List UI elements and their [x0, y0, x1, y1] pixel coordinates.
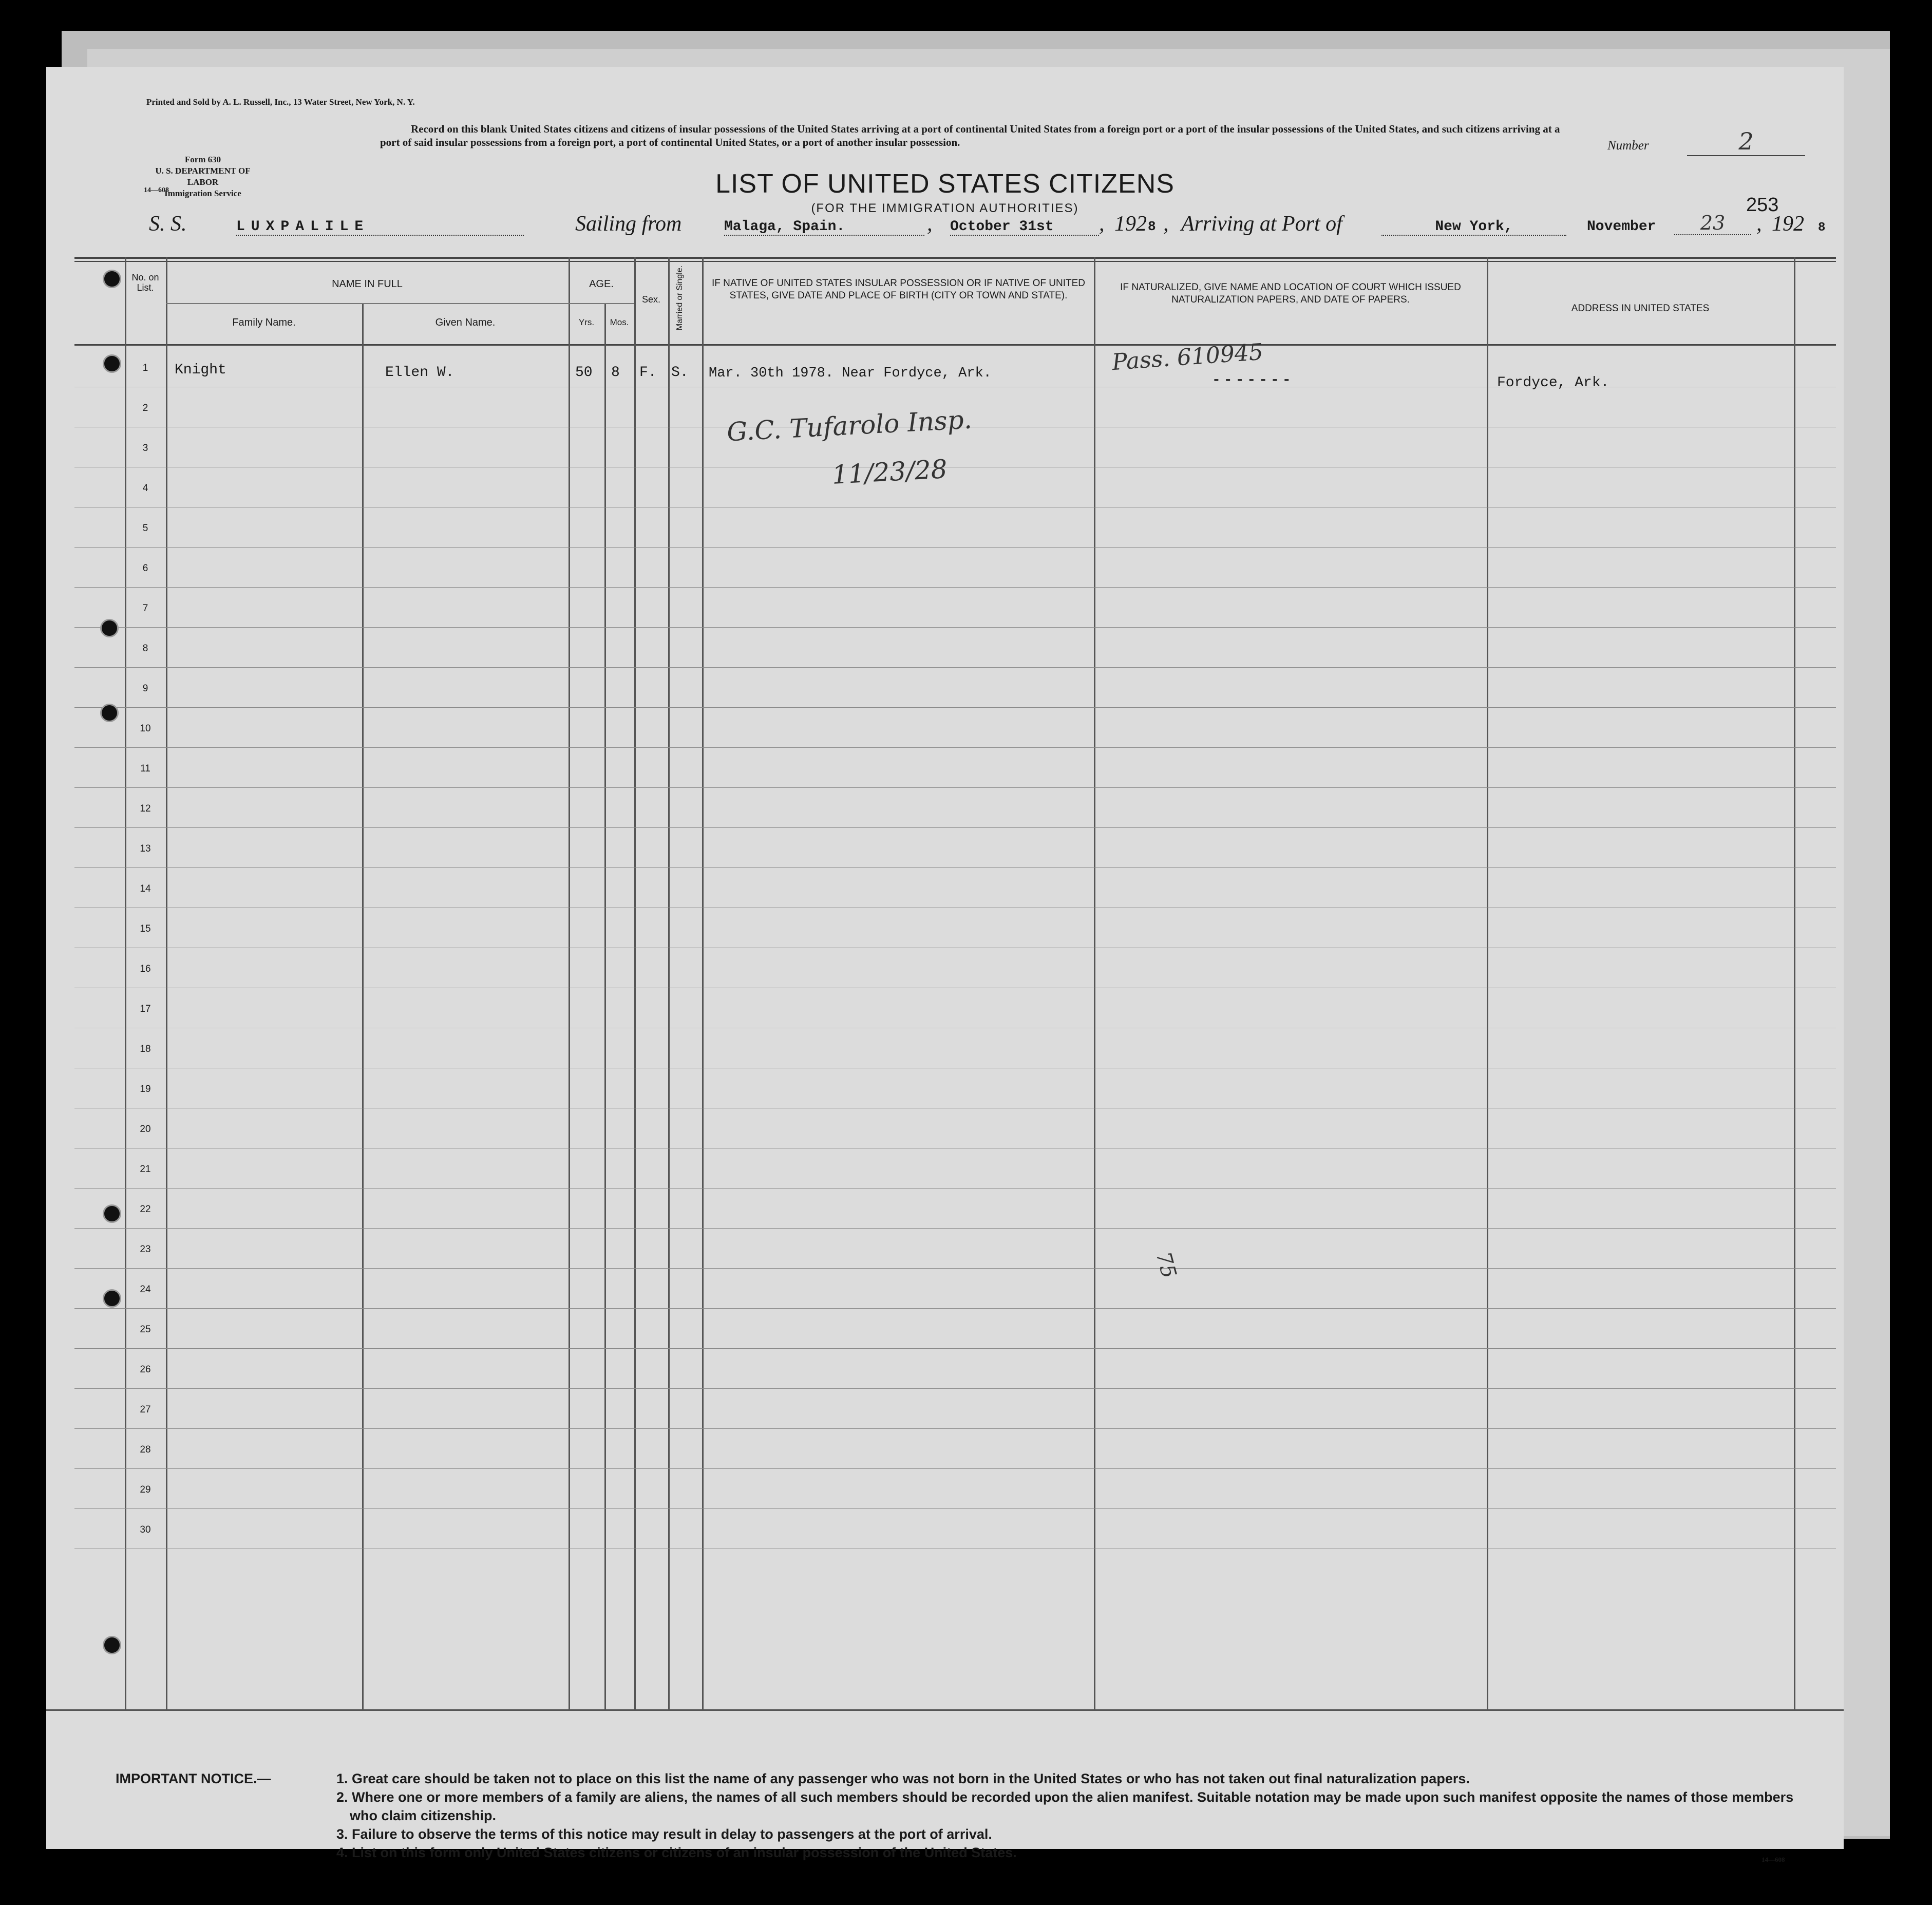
- voyage-line: [149, 212, 1833, 242]
- notice-item-2: 2. Where one or more members of a family are aliens, the names of all such members should be recorded upon the alien manifest. Suitable notation may be made upon such manifest opposite the names of those members who claim citizenship.: [336, 1789, 1794, 1823]
- col-name-header: NAME IN FULL: [332, 278, 403, 290]
- page-title: LIST OF UNITED STATES CITIZENS: [715, 169, 1175, 199]
- row-number: 19: [140, 1084, 151, 1095]
- entry-dashes: -------: [1212, 372, 1294, 388]
- notice-item-1: 1. Great care should be taken not to place on this list the name of any passenger who was not born in the United States or who has not taken out final naturalization papers.: [336, 1771, 1470, 1786]
- number-label: Number: [1607, 139, 1649, 153]
- row-number: 17: [140, 1004, 151, 1014]
- margin-mark: 75: [1151, 1249, 1181, 1281]
- row-number: 30: [140, 1524, 151, 1535]
- row-rule: [74, 547, 1836, 548]
- row-container: [74, 346, 1836, 1710]
- binder-hole: [100, 619, 119, 637]
- entry-address: Fordyce, Ark.: [1497, 375, 1609, 391]
- row-rule: [74, 627, 1836, 628]
- col-family-header: Family Name.: [232, 317, 296, 328]
- binder-hole: [100, 704, 119, 722]
- row-rule: [74, 867, 1836, 868]
- col-mos-header: Mos.: [610, 317, 629, 327]
- entry-birth: Mar. 30th 1978. Near Fordyce, Ark.: [709, 366, 992, 381]
- inspector-signature: G.C. Tufarolo Insp.: [726, 404, 973, 447]
- col-age-header: AGE.: [589, 278, 614, 290]
- row-number: 27: [140, 1404, 151, 1415]
- row-number: 26: [140, 1364, 151, 1375]
- page-subtitle: (FOR THE IMMIGRATION AUTHORITIES): [811, 201, 1079, 215]
- depart-date: October 31st: [950, 219, 1099, 236]
- row-number: 13: [140, 843, 151, 854]
- col-address-header: ADDRESS IN UNITED STATES: [1571, 303, 1710, 314]
- comma: ,: [1099, 212, 1105, 236]
- year-digit-2: 8: [1818, 221, 1826, 235]
- notice-item-3: 3. Failure to observe the terms of this notice may result in delay to passengers at the port of arrival.: [336, 1826, 992, 1842]
- comma: ,: [1163, 212, 1169, 236]
- row-number: 15: [140, 923, 151, 934]
- notice-item-4: 4. List on this form only United States citizens or citizens of an insular possession of the United States.: [336, 1845, 1017, 1860]
- binder-hole: [103, 1204, 121, 1223]
- row-number: 7: [142, 603, 148, 614]
- table-top-rule: [74, 261, 1836, 262]
- year-digit-1: 8: [1148, 219, 1156, 234]
- entry-age-months: 8: [611, 365, 620, 381]
- ship-name: LUXPALILE: [236, 219, 524, 236]
- row-rule: [74, 587, 1836, 588]
- year-prefix-1: 192: [1114, 212, 1147, 236]
- row-number: 6: [142, 563, 148, 574]
- col-yrs-header: Yrs.: [578, 317, 595, 327]
- comma: ,: [927, 212, 933, 236]
- row-number: 28: [140, 1444, 151, 1455]
- notice-list: [336, 1769, 1815, 1862]
- printer-line: Printed and Sold by A. L. Russell, Inc., 13 Water Street, New York, N. Y.: [146, 97, 415, 107]
- row-number: 3: [142, 443, 148, 454]
- form-service: Immigration Service: [164, 188, 241, 198]
- sailing-label: Sailing from: [575, 212, 682, 236]
- row-number: 5: [142, 523, 148, 534]
- col-birth-header: IF NATIVE OF UNITED STATES INSULAR POSSESSION OR IF NATIVE OF UNITED STATES, GIVE DATE AND PLACE OF BIRTH (CITY OR TOWN AND STATE).: [711, 278, 1085, 301]
- row-rule: [74, 827, 1836, 828]
- row-number: 29: [140, 1484, 151, 1495]
- entry-given-name: Ellen W.: [385, 365, 454, 381]
- row-number: 23: [140, 1244, 151, 1255]
- row-number: 4: [142, 483, 148, 494]
- col-given-header: Given Name.: [435, 317, 496, 328]
- binder-hole: [103, 354, 121, 373]
- row-number: 10: [140, 723, 151, 734]
- row-rule: [74, 1508, 1836, 1509]
- row-rule: [74, 1388, 1836, 1389]
- row-number: 22: [140, 1204, 151, 1215]
- row-number: 1: [142, 363, 148, 373]
- row-number: 25: [140, 1324, 151, 1335]
- row-number: 14: [140, 883, 151, 894]
- row-rule: [74, 707, 1836, 708]
- instruction-text: Record on this blank United States citizens and citizens of insular possessions of the United States arriving at a port of continental United States from a foreign port or a port of the insular possessions of the United States, and such citizens arriving at a port of said insular possessions from a foreign port, a port of continental United States, or a port of another insular possession.: [380, 123, 1560, 148]
- binder-hole: [103, 270, 121, 288]
- arriving-label: Arriving at Port of: [1181, 212, 1342, 236]
- entry-passport: Pass. 610945: [1111, 338, 1264, 376]
- row-rule: [74, 1348, 1836, 1349]
- entry-sex: F.: [639, 365, 657, 381]
- year-prefix-2: 192: [1772, 212, 1804, 236]
- manifest-table: [74, 257, 1836, 1710]
- row-rule: [74, 667, 1836, 668]
- row-rule: [74, 747, 1836, 748]
- row-rule: [74, 1188, 1836, 1189]
- entry-age-years: 50: [575, 365, 593, 381]
- row-number: 12: [140, 803, 151, 814]
- table-top-rule: [74, 257, 1836, 259]
- row-number: 2: [142, 403, 148, 413]
- from-port: Malaga, Spain.: [724, 219, 924, 236]
- form-number: Form 630: [184, 155, 221, 164]
- col-sex-header: Sex.: [641, 294, 661, 305]
- col-married-header: Married or Single.: [675, 265, 684, 331]
- ss-label: S. S.: [149, 212, 187, 236]
- row-rule: [74, 1468, 1836, 1469]
- arrive-day: 23: [1674, 212, 1751, 235]
- inspector-date: 11/23/28: [831, 454, 948, 490]
- entry-marital-status: S.: [671, 365, 689, 381]
- notice-heading: IMPORTANT NOTICE.—: [116, 1771, 271, 1786]
- notice-divider: [46, 1709, 1844, 1711]
- arrive-month: November: [1587, 219, 1656, 235]
- row-rule: [74, 787, 1836, 788]
- row-number: 11: [140, 763, 150, 774]
- col-no-header: No. on List.: [131, 272, 159, 293]
- comma: ,: [1756, 212, 1762, 236]
- document-page: [46, 67, 1844, 1863]
- binder-hole: [103, 1636, 121, 1654]
- row-number: 16: [140, 964, 151, 974]
- row-number: 18: [140, 1044, 151, 1054]
- form-code: 14—608: [144, 186, 169, 194]
- name-age-rule: [166, 303, 634, 304]
- footer-code: 14—608: [1761, 1856, 1785, 1863]
- row-rule: [74, 1308, 1836, 1309]
- row-number: 20: [140, 1124, 151, 1135]
- form-department: U. S. DEPARTMENT OF LABOR: [155, 166, 251, 187]
- page-stamp: 253: [1746, 194, 1779, 216]
- row-number: 24: [140, 1284, 151, 1295]
- entry-family-name: Knight: [175, 362, 226, 378]
- row-rule: [74, 1228, 1836, 1229]
- row-rule: [74, 1268, 1836, 1269]
- binder-hole: [103, 1289, 121, 1308]
- col-naturalized-header: IF NATURALIZED, GIVE NAME AND LOCATION OF COURT WHICH ISSUED NATURALIZATION PAPERS, AND DATE OF PAPERS.: [1120, 282, 1461, 305]
- row-number: 8: [142, 643, 148, 654]
- row-number: 9: [142, 683, 148, 694]
- row-number: 21: [140, 1164, 151, 1175]
- number-value: 2: [1687, 127, 1805, 156]
- to-port: New York,: [1381, 219, 1566, 236]
- row-rule: [74, 1428, 1836, 1429]
